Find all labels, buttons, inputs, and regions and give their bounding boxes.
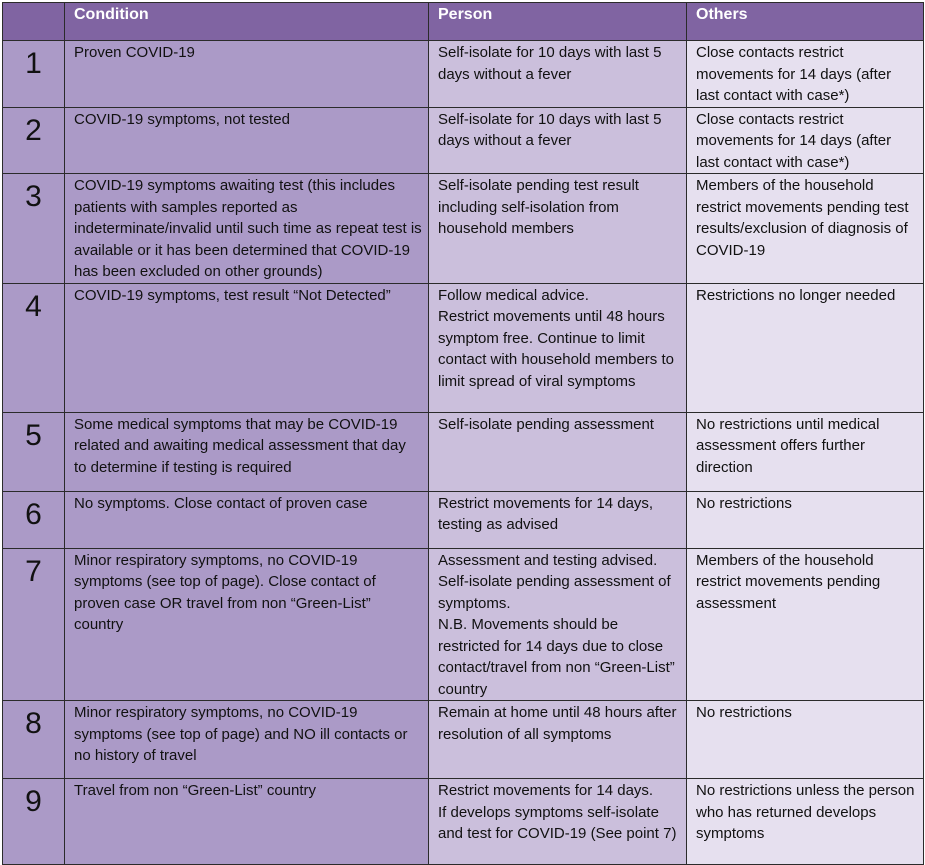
row-number: 9: [3, 779, 65, 865]
row-number: 5: [3, 412, 65, 491]
condition-cell: Proven COVID-19: [65, 41, 429, 108]
header-others: Others: [687, 3, 924, 41]
others-cell: Close contacts restrict movements for 14 days (after last contact with case*): [687, 41, 924, 108]
others-cell: No restrictions: [687, 491, 924, 548]
header-condition: Condition: [65, 3, 429, 41]
row-number: 7: [3, 548, 65, 701]
others-cell: Members of the household restrict movements pending assessment: [687, 548, 924, 701]
table-row: [3, 548, 924, 701]
person-line: Restrict movements until 48 hours symptom free. Continue to limit contact with household members to limit spread of viral symptoms: [438, 308, 674, 390]
table-row: [3, 412, 924, 491]
header-person: Person: [429, 3, 687, 41]
condition-cell: Minor respiratory symptoms, no COVID-19 symptoms (see top of page). Close contact of proven case OR travel from non “Green-List” country: [65, 548, 429, 701]
condition-cell: Minor respiratory symptoms, no COVID-19 symptoms (see top of page) and NO ill contacts or no history of travel: [65, 701, 429, 779]
row-number: 6: [3, 491, 65, 548]
condition-cell: No symptoms. Close contact of proven case: [65, 491, 429, 548]
condition-cell: COVID-19 symptoms awaiting test (this includes patients with samples reported as indeterminate/invalid until such time as repeat test is available or it has been determined that COVID-19 has been excluded on other grounds): [65, 174, 429, 284]
header-number: [3, 3, 65, 41]
table-body: [3, 41, 924, 865]
row-number: 3: [3, 174, 65, 284]
header-row: [3, 3, 924, 41]
table-row: [3, 174, 924, 284]
person-cell: Self-isolate for 10 days with last 5 days without a fever: [429, 41, 687, 108]
covid-guidance-table: [2, 2, 924, 865]
others-cell: Close contacts restrict movements for 14 days (after last contact with case*): [687, 107, 924, 174]
person-cell: Remain at home until 48 hours after resolution of all symptoms: [429, 701, 687, 779]
row-number: 1: [3, 41, 65, 108]
table-row: [3, 779, 924, 865]
others-cell: Restrictions no longer needed: [687, 283, 924, 412]
condition-cell: COVID-19 symptoms, test result “Not Detected”: [65, 283, 429, 412]
row-number: 4: [3, 283, 65, 412]
condition-cell: Travel from non “Green-List” country: [65, 779, 429, 865]
others-cell: No restrictions: [687, 701, 924, 779]
person-cell: Self-isolate pending test result including self-isolation from household members: [429, 174, 687, 284]
person-line: If develops symptoms self-isolate and test for COVID-19 (See point 7): [438, 803, 677, 842]
person-line: Assessment and testing advised. Self-isolate pending assessment of symptoms.: [438, 551, 671, 612]
table-row: [3, 107, 924, 174]
row-number: 2: [3, 107, 65, 174]
condition-cell: Some medical symptoms that may be COVID-19 related and awaiting medical assessment that day to determine if testing is required: [65, 412, 429, 491]
condition-cell: COVID-19 symptoms, not tested: [65, 107, 429, 174]
others-cell: Members of the household restrict movements pending test results/exclusion of diagnosis of COVID-19: [687, 174, 924, 284]
person-cell: Restrict movements for 14 days, testing as advised: [429, 491, 687, 548]
row-number: 8: [3, 701, 65, 779]
person-line: Follow medical advice.: [438, 286, 589, 304]
person-line: Restrict movements for 14 days.: [438, 782, 654, 799]
person-cell: [429, 548, 687, 701]
person-cell: Self-isolate pending assessment: [429, 412, 687, 491]
person-cell: Self-isolate for 10 days with last 5 days without a fever: [429, 107, 687, 174]
table-row: [3, 283, 924, 412]
guidance-table-container: [2, 2, 923, 865]
table-row: [3, 491, 924, 548]
person-line: N.B. Movements should be restricted for 14 days due to close contact/travel from non “Green-List” country: [438, 616, 675, 698]
person-cell: [429, 283, 687, 412]
person-cell: [429, 779, 687, 865]
others-cell: No restrictions until medical assessment offers further direction: [687, 412, 924, 491]
table-row: [3, 41, 924, 108]
table-header: [3, 3, 924, 41]
table-row: [3, 701, 924, 779]
others-cell: No restrictions unless the person who has returned develops symptoms: [687, 779, 924, 865]
